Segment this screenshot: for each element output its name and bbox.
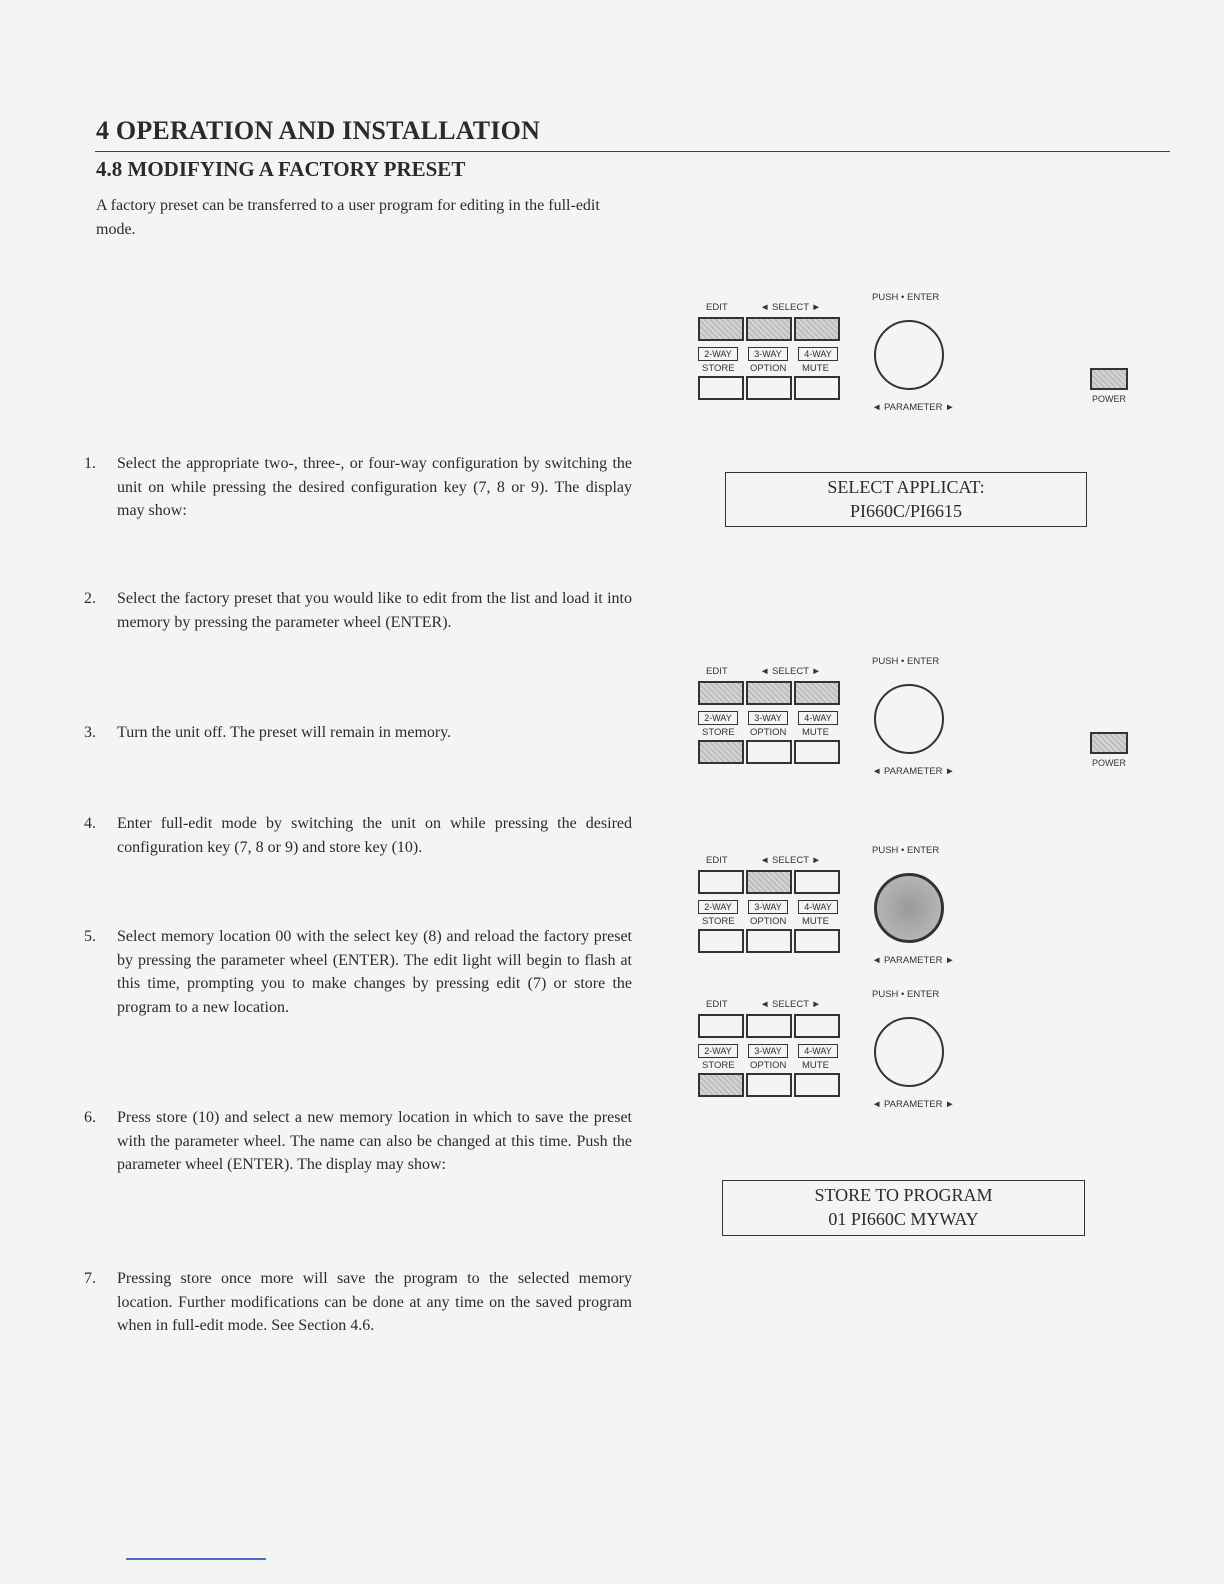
edit-label: EDIT — [706, 999, 728, 1010]
step-text: Select the factory preset that you would like to edit from the list and load it into memory by pressing the parameter wheel (ENTER). — [117, 590, 632, 631]
parameter-label: ◄ PARAMETER ► — [872, 1099, 955, 1110]
select-right-button[interactable] — [794, 681, 840, 705]
edit-label: EDIT — [706, 855, 728, 866]
config-key-labels — [698, 711, 838, 725]
parameter-wheel[interactable] — [874, 320, 944, 390]
mute-label: MUTE — [802, 1060, 829, 1071]
footer-rule — [126, 1558, 266, 1560]
store-label: STORE — [702, 1060, 735, 1071]
4-way-label: 4-WAY — [798, 900, 838, 914]
push-enter-label: PUSH • ENTER — [872, 989, 940, 1000]
control-panel-diagram-1 — [690, 290, 990, 430]
parameter-wheel[interactable] — [874, 684, 944, 754]
store-option-mute-buttons — [698, 376, 840, 400]
edit-button[interactable] — [698, 317, 744, 341]
select-right-button[interactable] — [794, 317, 840, 341]
step-number: 5. — [84, 928, 96, 945]
power-label: POWER — [1091, 758, 1126, 768]
step-4 — [84, 812, 632, 859]
intro-paragraph: A factory preset can be transferred to a user program for editing in the full-edit mode. — [96, 197, 600, 238]
3-way-label: 3-WAY — [748, 347, 788, 361]
option-label: OPTION — [750, 916, 787, 927]
title-rule — [95, 151, 1170, 152]
power-button[interactable] — [1090, 368, 1128, 390]
step-6 — [84, 1106, 632, 1177]
mute-button[interactable] — [794, 376, 840, 400]
edit-label: EDIT — [706, 302, 728, 313]
edit-select-buttons — [698, 1014, 840, 1038]
select-left-button[interactable] — [746, 870, 792, 894]
store-label: STORE — [702, 727, 735, 738]
lcd-line-2: PI660C/PI6615 — [849, 501, 963, 521]
step-text: Pressing store once more will save the program to the selected memory location. Further modifications can be done at any time on the saved program when in full-edit mode. See Section 4.6. — [117, 1270, 632, 1334]
push-enter-label: PUSH • ENTER — [872, 845, 940, 856]
step-text: Press store (10) and select a new memory location in which to save the preset with the parameter wheel. The name can also be changed at this time. Push the parameter wheel (ENTER). The display may show: — [117, 1109, 632, 1173]
edit-label: EDIT — [706, 666, 728, 677]
3-way-label: 3-WAY — [748, 1044, 788, 1058]
power-switch-2 — [1084, 732, 1134, 768]
edit-select-buttons — [698, 317, 840, 341]
step-2 — [84, 587, 632, 634]
store-label: STORE — [702, 916, 735, 927]
step-text: Select memory location 00 with the select key (8) and reload the factory preset by pressing the parameter wheel (ENTER). The edit light will begin to flash at this time, prompting you to make changes by pressing edit (7) or store the program to a new location. — [117, 928, 632, 1016]
store-button[interactable] — [698, 376, 744, 400]
mute-label: MUTE — [802, 363, 829, 374]
step-3 — [84, 721, 632, 745]
control-panel-diagram-3 — [690, 843, 990, 983]
control-panel-diagram-2 — [690, 654, 990, 794]
2-way-label: 2-WAY — [698, 1044, 738, 1058]
store-option-mute-buttons — [698, 929, 840, 953]
select-label: ◄ SELECT ► — [760, 999, 821, 1010]
edit-button[interactable] — [698, 870, 744, 894]
2-way-label: 2-WAY — [698, 900, 738, 914]
store-button[interactable] — [698, 1073, 744, 1097]
select-label: ◄ SELECT ► — [760, 855, 821, 866]
option-label: OPTION — [750, 363, 787, 374]
parameter-wheel[interactable] — [874, 873, 944, 943]
3-way-label: 3-WAY — [748, 900, 788, 914]
store-button[interactable] — [698, 740, 744, 764]
mute-label: MUTE — [802, 916, 829, 927]
push-enter-label: PUSH • ENTER — [872, 292, 940, 303]
store-option-mute-buttons — [698, 1073, 840, 1097]
step-number: 1. — [84, 455, 96, 472]
parameter-label: ◄ PARAMETER ► — [872, 766, 955, 777]
lcd-line-1: STORE TO PROGRAM — [814, 1185, 993, 1205]
select-left-button[interactable] — [746, 317, 792, 341]
mute-button[interactable] — [794, 929, 840, 953]
step-7 — [84, 1267, 632, 1338]
push-enter-label: PUSH • ENTER — [872, 656, 940, 667]
step-text: Turn the unit off. The preset will remain in memory. — [117, 724, 452, 741]
config-key-labels — [698, 1044, 838, 1058]
select-left-button[interactable] — [746, 681, 792, 705]
edit-select-buttons — [698, 870, 840, 894]
step-number: 6. — [84, 1109, 96, 1126]
step-1 — [84, 452, 632, 523]
store-option-mute-buttons — [698, 740, 840, 764]
section-title: 4.8 MODIFYING A FACTORY PRESET — [96, 157, 466, 181]
mute-button[interactable] — [794, 740, 840, 764]
2-way-label: 2-WAY — [698, 711, 738, 725]
4-way-label: 4-WAY — [798, 347, 838, 361]
edit-button[interactable] — [698, 1014, 744, 1038]
config-key-labels — [698, 900, 838, 914]
lcd-display-2 — [722, 1180, 1085, 1236]
option-button[interactable] — [746, 740, 792, 764]
power-label: POWER — [1091, 394, 1126, 404]
mute-button[interactable] — [794, 1073, 840, 1097]
option-button[interactable] — [746, 929, 792, 953]
2-way-label: 2-WAY — [698, 347, 738, 361]
lcd-display-1 — [725, 472, 1087, 527]
step-text: Select the appropriate two-, three-, or four-way configuration by switching the unit on while pressing the desired configuration key (7, 8 or 9). The display may show: — [117, 455, 632, 519]
parameter-label: ◄ PARAMETER ► — [872, 955, 955, 966]
store-button[interactable] — [698, 929, 744, 953]
control-panel-diagram-4 — [690, 987, 990, 1127]
step-number: 2. — [84, 590, 96, 607]
select-label: ◄ SELECT ► — [760, 302, 821, 313]
power-switch-1 — [1084, 368, 1134, 404]
edit-select-buttons — [698, 681, 840, 705]
step-number: 4. — [84, 815, 96, 832]
option-button[interactable] — [746, 376, 792, 400]
select-right-button[interactable] — [794, 870, 840, 894]
power-button[interactable] — [1090, 732, 1128, 754]
parameter-wheel[interactable] — [874, 1017, 944, 1087]
option-label: OPTION — [750, 727, 787, 738]
step-text: Enter full-edit mode by switching the unit on while pressing the desired configuration key (7, 8 or 9) and store key (10). — [117, 815, 632, 856]
mute-label: MUTE — [802, 727, 829, 738]
lcd-line-2: 01 PI660C MYWAY — [828, 1209, 979, 1229]
3-way-label: 3-WAY — [748, 711, 788, 725]
select-left-button[interactable] — [746, 1014, 792, 1038]
option-button[interactable] — [746, 1073, 792, 1097]
step-5 — [84, 925, 632, 1019]
select-right-button[interactable] — [794, 1014, 840, 1038]
edit-button[interactable] — [698, 681, 744, 705]
select-label: ◄ SELECT ► — [760, 666, 821, 677]
step-number: 3. — [84, 724, 96, 741]
option-label: OPTION — [750, 1060, 787, 1071]
store-label: STORE — [702, 363, 735, 374]
step-number: 7. — [84, 1270, 96, 1287]
4-way-label: 4-WAY — [798, 1044, 838, 1058]
parameter-label: ◄ PARAMETER ► — [872, 402, 955, 413]
4-way-label: 4-WAY — [798, 711, 838, 725]
chapter-title: 4 OPERATION AND INSTALLATION — [96, 116, 541, 145]
config-key-labels — [698, 347, 838, 361]
lcd-line-1: SELECT APPLICAT: — [827, 477, 985, 497]
